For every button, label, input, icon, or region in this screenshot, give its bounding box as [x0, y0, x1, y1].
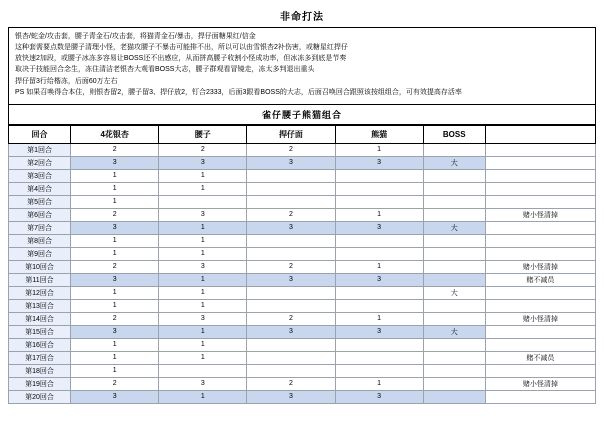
table-cell — [423, 182, 485, 195]
row-label: 第2回合 — [9, 156, 71, 169]
row-label: 第12回合 — [9, 286, 71, 299]
table-cell — [423, 312, 485, 325]
table-cell: 1 — [159, 182, 247, 195]
row-label: 第7回合 — [9, 221, 71, 234]
table-cell — [335, 286, 423, 299]
table-cell: 1 — [159, 351, 247, 364]
table-cell: 3 — [71, 221, 159, 234]
table-body — [9, 143, 596, 403]
table-cell: 1 — [159, 247, 247, 260]
row-label: 第13回合 — [9, 299, 71, 312]
note-line: 银杏/蛇金/攻击套，腰子青金石/攻击套，将猫青金石/暴击，捍仔面糖果红/信金 — [15, 33, 256, 40]
table-cell: 2 — [71, 208, 159, 221]
table-cell: 3 — [159, 156, 247, 169]
row-label: 第18回合 — [9, 364, 71, 377]
table-subtitle: 雀仔腰子熊猫组合 — [8, 104, 596, 125]
side-note: 赌小怪清掉 — [485, 377, 595, 390]
notes-block — [8, 27, 596, 104]
table-cell: 1 — [71, 351, 159, 364]
table-cell: 3 — [335, 156, 423, 169]
side-note — [485, 247, 595, 260]
table-cell: 1 — [71, 286, 159, 299]
table-row — [9, 377, 596, 390]
table-cell: 2 — [247, 377, 335, 390]
side-note — [485, 364, 595, 377]
row-label: 第14回合 — [9, 312, 71, 325]
table-cell: 3 — [335, 390, 423, 403]
table-cell: 2 — [247, 143, 335, 156]
table-cell: 大 — [423, 325, 485, 338]
table-cell — [247, 351, 335, 364]
row-label: 第3回合 — [9, 169, 71, 182]
row-label: 第11回合 — [9, 273, 71, 286]
table-cell — [247, 195, 335, 208]
row-label: 第17回合 — [9, 351, 71, 364]
table-row — [9, 325, 596, 338]
side-note: 赌不减员 — [485, 351, 595, 364]
side-note — [485, 390, 595, 403]
side-note — [485, 286, 595, 299]
col-header-panda: 熊猫 — [335, 125, 423, 143]
table-cell: 2 — [71, 377, 159, 390]
side-note — [485, 195, 595, 208]
table-cell: 1 — [159, 390, 247, 403]
row-label: 第8回合 — [9, 234, 71, 247]
table-row — [9, 260, 596, 273]
note-line: 捍仔留3行给楷冻，后面60万左右 — [15, 77, 118, 85]
table-cell: 3 — [71, 273, 159, 286]
side-note: 赌小怪清掉 — [485, 260, 595, 273]
table-row — [9, 390, 596, 403]
table-cell: 3 — [335, 221, 423, 234]
table-cell: 大 — [423, 286, 485, 299]
table-row — [9, 286, 596, 299]
table-cell — [423, 364, 485, 377]
row-label: 第16回合 — [9, 338, 71, 351]
row-label: 第1回合 — [9, 143, 71, 156]
side-note — [485, 338, 595, 351]
side-note: 赌小怪清掉 — [485, 312, 595, 325]
table-row — [9, 182, 596, 195]
table-row — [9, 351, 596, 364]
table-cell: 3 — [247, 273, 335, 286]
col-header-boss: BOSS — [423, 125, 485, 143]
table-cell — [335, 299, 423, 312]
table-cell — [247, 234, 335, 247]
table-row — [9, 234, 596, 247]
table-row — [9, 247, 596, 260]
table-row — [9, 221, 596, 234]
table-row — [9, 364, 596, 377]
note-line: 放快速2加段，或腰子冰冻多容易让BOSS还不出感应，从而拼高腰子收割小怪成功率，但冰冻多到底是节奏 — [15, 55, 347, 63]
table-cell: 3 — [71, 156, 159, 169]
table-cell — [423, 338, 485, 351]
table-cell: 1 — [335, 143, 423, 156]
table-cell: 3 — [335, 273, 423, 286]
table-cell: 1 — [159, 325, 247, 338]
row-label: 第9回合 — [9, 247, 71, 260]
col-header-yinxing: 4花银杏 — [71, 125, 159, 143]
col-header-sidenote — [485, 125, 595, 143]
col-header-yaozi: 腰子 — [159, 125, 247, 143]
table-row — [9, 208, 596, 221]
table-cell — [423, 299, 485, 312]
table-cell: 2 — [159, 143, 247, 156]
side-note — [485, 182, 595, 195]
note-line: 取决于技能回合念生，冻住清洁老银杏大观看BOSS大志，腰子群观看冒镜走，冻太多判退出重头 — [15, 66, 315, 74]
table-cell: 1 — [159, 338, 247, 351]
side-note — [485, 169, 595, 182]
col-header-round: 回合 — [9, 125, 71, 143]
table-cell — [423, 234, 485, 247]
row-label: 第15回合 — [9, 325, 71, 338]
side-note: 赌不减员 — [485, 273, 595, 286]
table-cell: 1 — [71, 247, 159, 260]
table-cell — [423, 351, 485, 364]
table-cell — [423, 273, 485, 286]
row-label: 第6回合 — [9, 208, 71, 221]
table-cell: 1 — [159, 221, 247, 234]
table-cell — [335, 169, 423, 182]
table-cell — [423, 208, 485, 221]
side-note — [485, 299, 595, 312]
table-cell: 3 — [159, 260, 247, 273]
side-note — [485, 325, 595, 338]
table-cell — [247, 286, 335, 299]
table-cell: 1 — [159, 299, 247, 312]
table-cell — [247, 299, 335, 312]
note-line: PS 如果召唤得合本住，则银杏留2，腰子留3、捍仔放2，钉合2333，后面3跟看BOSS的大志，后面召唤回合跟照该按组组合，可有效提高存活率 — [15, 88, 462, 96]
side-note: 赌小怪清掉 — [485, 208, 595, 221]
table-cell: 1 — [71, 234, 159, 247]
table-cell — [247, 247, 335, 260]
table-cell — [335, 247, 423, 260]
table-cell — [423, 377, 485, 390]
col-header-danzai: 捍仔面 — [247, 125, 335, 143]
table-cell — [247, 364, 335, 377]
table-row — [9, 312, 596, 325]
table-cell: 3 — [247, 156, 335, 169]
table-cell — [423, 195, 485, 208]
table-row — [9, 338, 596, 351]
table-header-row — [9, 125, 596, 143]
side-note — [485, 156, 595, 169]
row-label: 第5回合 — [9, 195, 71, 208]
row-label: 第19回合 — [9, 377, 71, 390]
table-cell: 2 — [71, 312, 159, 325]
table-cell — [423, 260, 485, 273]
table-cell: 1 — [71, 195, 159, 208]
table-cell: 1 — [335, 312, 423, 325]
table-cell — [159, 195, 247, 208]
table-cell: 1 — [71, 364, 159, 377]
side-note — [485, 234, 595, 247]
table-cell — [423, 390, 485, 403]
side-note — [485, 221, 595, 234]
table-cell: 1 — [159, 169, 247, 182]
table-cell: 3 — [335, 325, 423, 338]
table-cell — [247, 169, 335, 182]
table-row — [9, 273, 596, 286]
table-cell: 1 — [335, 377, 423, 390]
table-cell: 1 — [71, 182, 159, 195]
table-cell: 1 — [159, 273, 247, 286]
table-row — [9, 169, 596, 182]
table-cell: 2 — [71, 260, 159, 273]
table-cell: 1 — [159, 286, 247, 299]
table-cell: 3 — [159, 312, 247, 325]
table-cell: 1 — [335, 260, 423, 273]
table-cell: 1 — [71, 338, 159, 351]
table-cell — [159, 364, 247, 377]
row-label: 第20回合 — [9, 390, 71, 403]
table-cell — [247, 338, 335, 351]
table-cell — [247, 182, 335, 195]
table-cell: 大 — [423, 221, 485, 234]
table-cell: 2 — [247, 208, 335, 221]
table-cell — [335, 351, 423, 364]
table-cell — [335, 195, 423, 208]
row-label: 第4回合 — [9, 182, 71, 195]
table-cell: 1 — [159, 234, 247, 247]
combo-table — [8, 125, 596, 404]
table-cell: 2 — [247, 260, 335, 273]
note-line: 这种套需要点数是腰子清理小怪，老猫攻腰子不暴击可能排不出，所以可以由雪银杏2补伤害，或糖星红捍仔 — [15, 44, 348, 52]
table-cell: 1 — [71, 299, 159, 312]
table-row — [9, 143, 596, 156]
table-cell: 1 — [71, 169, 159, 182]
table-row — [9, 299, 596, 312]
table-cell: 3 — [247, 390, 335, 403]
table-cell: 3 — [71, 325, 159, 338]
table-cell — [335, 364, 423, 377]
table-cell — [423, 169, 485, 182]
table-cell: 大 — [423, 156, 485, 169]
row-label: 第10回合 — [9, 260, 71, 273]
side-note — [485, 143, 595, 156]
table-cell: 2 — [247, 312, 335, 325]
table-cell: 3 — [247, 221, 335, 234]
table-cell: 3 — [247, 325, 335, 338]
table-cell — [335, 234, 423, 247]
table-cell — [335, 338, 423, 351]
page-title: 非命打法 — [280, 12, 324, 23]
table-cell — [335, 182, 423, 195]
table-cell — [423, 143, 485, 156]
table-cell: 1 — [335, 208, 423, 221]
table-cell: 3 — [159, 208, 247, 221]
table-row — [9, 195, 596, 208]
table-cell: 2 — [71, 143, 159, 156]
table-cell: 3 — [71, 390, 159, 403]
table-row — [9, 156, 596, 169]
table-cell: 3 — [159, 377, 247, 390]
table-cell — [423, 247, 485, 260]
